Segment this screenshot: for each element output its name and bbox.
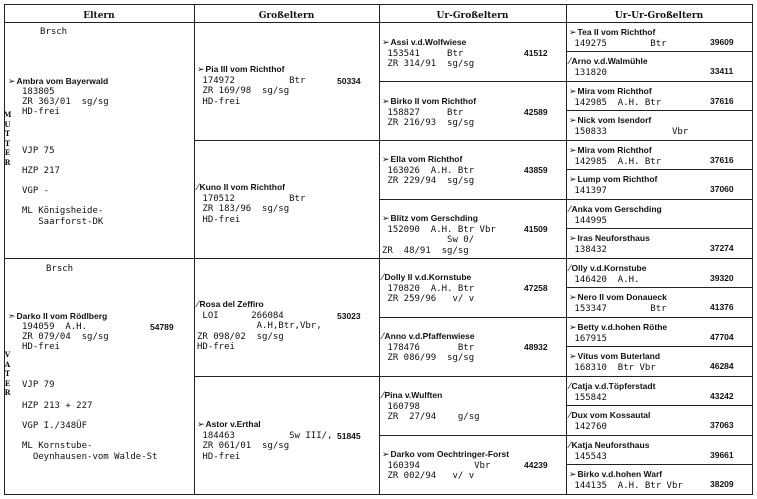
ugp-divider-1 xyxy=(379,81,567,82)
header-eltern: Eltern xyxy=(83,11,115,21)
arrow-marker-icon: ➢ xyxy=(569,87,577,97)
great-grandparent-entry: ➢Darko vom Oechtringer-Forst 160394 Vbr ZR 002/94 v/ v xyxy=(382,449,510,481)
great-great-grandparent-number: 39609 xyxy=(710,37,734,47)
ugp-divider-7 xyxy=(379,435,567,436)
arrow-marker-icon: ⁄ xyxy=(569,205,571,215)
arrow-marker-icon: ➢ xyxy=(8,77,16,87)
arrow-marker-icon: ➢ xyxy=(569,293,577,303)
great-great-grandparent-number: 37274 xyxy=(710,243,734,253)
great-great-grandparent-number: 38209 xyxy=(710,479,734,489)
great-grandparent-entry: ⁄Pina v.Wulften 160798 ZR 27/94 g/sg xyxy=(382,390,480,422)
uugp-divider-7 xyxy=(566,228,753,229)
arrow-marker-icon: ➢ xyxy=(569,323,577,333)
ugp-divider-3 xyxy=(379,199,567,200)
arrow-marker-icon: ➢ xyxy=(382,450,390,460)
arrow-marker-icon: ⁄ xyxy=(382,273,384,283)
great-great-grandparent-entry: ➢Mira vom Richthof 142985 A.H. Btr xyxy=(569,86,662,108)
great-great-grandparent-number: 37616 xyxy=(710,96,734,106)
uugp-divider-12 xyxy=(566,376,753,377)
great-great-grandparent-entry: ➢Lump vom Richthof 141397 xyxy=(569,174,658,196)
father-trial-vgp: VGP I./348ÜF xyxy=(22,421,88,431)
arrow-marker-icon: ⁄ xyxy=(569,57,571,67)
arrow-marker-icon: ⁄ xyxy=(569,411,571,421)
ugp-divider-4 xyxy=(379,258,567,259)
great-grandparent-number: 41512 xyxy=(524,48,548,58)
great-great-grandparent-entry: ➢Betty v.d.hohen Röthe 167915 xyxy=(569,322,668,344)
arrow-marker-icon: ➢ xyxy=(197,65,205,75)
column-divider-3 xyxy=(566,4,567,495)
great-great-grandparent-number: 47704 xyxy=(710,332,734,342)
arrow-marker-icon: ➢ xyxy=(382,38,390,48)
mother-trial-vjp: VJP 75 xyxy=(22,146,55,156)
uugp-divider-1 xyxy=(566,51,753,52)
great-great-grandparent-entry: ➢Tea II vom Richthof 149275 Btr xyxy=(569,27,667,49)
great-great-grandparent-entry: ➢Vitus vom Buterland 168310 Btr Vbr xyxy=(569,351,661,373)
great-great-grandparent-entry: ➢Birko v.d.hohen Warf 144135 A.H. Btr Vbr xyxy=(569,469,683,491)
table-border-left xyxy=(4,4,5,495)
father-reg: 194059 A.H. xyxy=(22,322,88,332)
great-great-grandparent-entry: ➢Mira vom Richthof 142985 A.H. Btr xyxy=(569,145,662,167)
great-grandparent-entry: ⁄Dolly II v.d.Kornstube 170820 A.H. Btr ZR 259/96 v/ v xyxy=(382,272,475,304)
arrow-marker-icon: ⁄ xyxy=(569,441,571,451)
mother-trial-hzp: HZP 217 xyxy=(22,166,60,176)
great-grandparent-number: 41509 xyxy=(524,224,548,234)
grandparent-number: 51845 xyxy=(337,431,361,441)
great-grandparent-number: 44239 xyxy=(524,460,548,470)
side-label-vater: V A T E R xyxy=(4,350,11,397)
uugp-divider-9 xyxy=(566,287,753,288)
column-divider-1 xyxy=(194,4,195,495)
ugp-divider-6 xyxy=(379,376,567,377)
great-great-grandparent-number: 46284 xyxy=(710,361,734,371)
gp-divider-2 xyxy=(194,258,380,259)
mother-hd: HD-frei xyxy=(22,107,60,117)
mother-reg: 183805 xyxy=(22,87,55,97)
great-great-grandparent-number: 37060 xyxy=(710,184,734,194)
header-grosseltern: Großeltern xyxy=(258,11,315,21)
great-great-grandparent-number: 43242 xyxy=(710,391,734,401)
mother-name: Ambra vom Bayerwald xyxy=(16,76,109,86)
father-zr: ZR 079/04 sg/sg xyxy=(22,332,109,342)
arrow-marker-icon: ⁄ xyxy=(569,264,571,274)
side-label-mutter: M U T T E R xyxy=(3,110,12,167)
parents-divider xyxy=(4,258,194,259)
mother-block xyxy=(8,76,108,88)
great-great-grandparent-entry: ⁄Dux vom Kossautal 142760 xyxy=(569,410,651,432)
great-great-grandparent-entry: ⁄Olly v.d.Kornstube 146420 A.H. xyxy=(569,263,647,285)
arrow-marker-icon: ➢ xyxy=(382,155,390,165)
mother-trial-ml: ML Königsheide- Saarforst-DK xyxy=(22,206,104,227)
uugp-divider-15 xyxy=(566,464,753,465)
arrow-marker-icon: ➢ xyxy=(197,420,205,430)
arrow-marker-icon: ➢ xyxy=(569,146,577,156)
father-trial-vjp: VJP 79 xyxy=(22,380,55,390)
uugp-divider-2 xyxy=(566,81,753,82)
uugp-divider-5 xyxy=(566,169,753,170)
great-grandparent-number: 48932 xyxy=(524,342,548,352)
arrow-marker-icon: ➢ xyxy=(382,214,390,224)
grandparent-entry: ➢Astor v.Erthal 184463 Sw III/, ZR 061/01 sg/sg HD-frei xyxy=(197,419,333,462)
mother-breeder: Brsch xyxy=(40,27,68,37)
great-great-grandparent-number: 37616 xyxy=(710,155,734,165)
great-grandparent-entry: ➢Ella vom Richthof 163026 A.H. Btr ZR 229/94 sg/sg xyxy=(382,154,475,186)
father-hd: HD-frei xyxy=(22,342,60,352)
arrow-marker-icon: ➢ xyxy=(569,234,577,244)
great-great-grandparent-entry: ⁄Catja v.d.Töpferstadt 155842 xyxy=(569,381,656,403)
grandparent-entry: ⁄Rosa del Zeffiro LOI 266084 A.H,Btr,Vbr, ZR 098/02 sg/sg HD-frei xyxy=(197,299,322,352)
arrow-marker-icon: ⁄ xyxy=(382,391,384,401)
mother-zr: ZR 363/01 sg/sg xyxy=(22,97,109,107)
great-grandparent-entry: ➢Birko II vom Richthof 158827 Btr ZR 216/93 sg/sg xyxy=(382,96,477,128)
grandparent-entry: ⁄Kuno II vom Richthof 170512 Btr ZR 183/96 sg/sg HD-frei xyxy=(197,182,306,225)
father-trial-ml: ML Kornstube- Oeynhausen-vom Walde-St xyxy=(22,441,158,462)
father-block xyxy=(8,311,107,323)
father-number: 54789 xyxy=(150,322,174,332)
arrow-marker-icon: ⁄ xyxy=(569,382,571,392)
uugp-divider-8 xyxy=(566,258,753,259)
uugp-divider-3 xyxy=(566,110,753,111)
uugp-divider-13 xyxy=(566,405,753,406)
great-great-grandparent-number: 37063 xyxy=(710,420,734,430)
great-great-grandparent-entry: ⁄Arno v.d.Walmühle 131820 xyxy=(569,56,648,78)
grandparent-entry: ➢Pia III vom Richthof 174972 Btr ZR 169/98 sg/sg HD-frei xyxy=(197,64,306,107)
great-great-grandparent-number: 39320 xyxy=(710,273,734,283)
father-name: Darko II vom Rödlberg xyxy=(16,311,108,321)
arrow-marker-icon: ➢ xyxy=(569,352,577,362)
uugp-divider-10 xyxy=(566,317,753,318)
great-great-grandparent-entry: ➢Nick vom Isendorf 150833 Vbr xyxy=(569,115,689,137)
ugp-divider-2 xyxy=(379,140,567,141)
header-ur-ur-grosseltern: Ur-Ur-Großeltern xyxy=(614,11,704,21)
great-grandparent-number: 43859 xyxy=(524,165,548,175)
uugp-divider-11 xyxy=(566,346,753,347)
father-trial-hzp: HZP 213 + 227 xyxy=(22,401,93,411)
great-grandparent-number: 47258 xyxy=(524,283,548,293)
arrow-marker-icon: ➣ xyxy=(8,312,16,322)
gp-divider-1 xyxy=(194,140,380,141)
column-divider-2 xyxy=(379,4,380,495)
gp-divider-3 xyxy=(194,376,380,377)
grandparent-number: 53023 xyxy=(337,311,361,321)
grandparent-number: 50334 xyxy=(337,76,361,86)
great-great-grandparent-number: 41376 xyxy=(710,302,734,312)
great-great-grandparent-entry: ⁄Anka vom Gerschding 144995 xyxy=(569,204,662,226)
uugp-divider-4 xyxy=(566,140,753,141)
father-breeder: Brsch xyxy=(46,264,74,274)
arrow-marker-icon: ➢ xyxy=(569,116,577,126)
ugp-divider-5 xyxy=(379,317,567,318)
great-grandparent-entry: ➢Assi v.d.Wolfwiese 153541 Btr ZR 314/91 sg/sg xyxy=(382,37,475,69)
great-great-grandparent-entry: ➢Nero II vom Donaueck 153347 Btr xyxy=(569,292,667,314)
great-great-grandparent-entry: ➢Iras Neuforsthaus 138432 xyxy=(569,233,650,255)
uugp-divider-14 xyxy=(566,435,753,436)
arrow-marker-icon: ➢ xyxy=(382,97,390,107)
table-border-right xyxy=(752,4,753,495)
arrow-marker-icon: ⁄ xyxy=(197,183,199,193)
great-grandparent-number: 42589 xyxy=(524,107,548,117)
great-great-grandparent-number: 33411 xyxy=(710,66,734,76)
arrow-marker-icon: ➢ xyxy=(569,28,577,38)
header-ur-grosseltern: Ur-Großeltern xyxy=(436,11,509,21)
mother-trial-vgp: VGP - xyxy=(22,186,50,196)
great-grandparent-entry: ⁄Anno v.d.Pfaffenwiese 178476 Btr ZR 086/99 sg/sg xyxy=(382,331,475,363)
great-great-grandparent-number: 39661 xyxy=(710,450,734,460)
arrow-marker-icon: ➢ xyxy=(569,470,577,480)
arrow-marker-icon: ➢ xyxy=(569,175,577,185)
arrow-marker-icon: ⁄ xyxy=(382,332,384,342)
arrow-marker-icon: ⁄ xyxy=(197,300,199,310)
great-great-grandparent-entry: ⁄Katja Neuforsthaus 145543 xyxy=(569,440,650,462)
uugp-divider-6 xyxy=(566,199,753,200)
great-grandparent-entry: ➢Blitz vom Gerschding 152090 A.H. Btr Vbr Sw 0/ ZR 48/91 sg/sg xyxy=(382,213,496,256)
